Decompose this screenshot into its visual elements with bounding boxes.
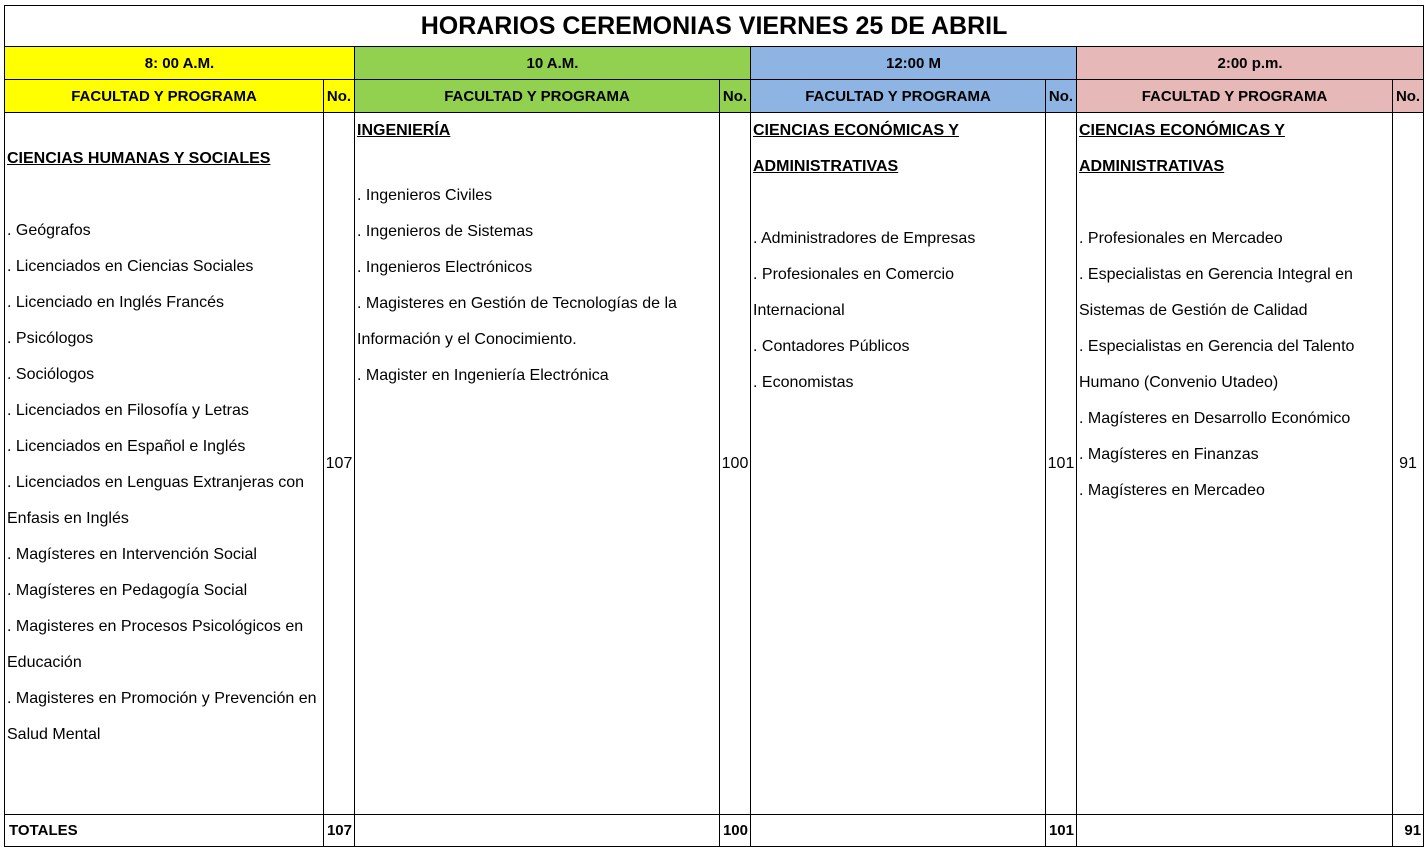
number-header: No. bbox=[324, 80, 355, 113]
time-header-2pm: 2:00 p.m. bbox=[1077, 47, 1424, 80]
program-item: . Sociólogos bbox=[7, 366, 95, 383]
graduate-count: 100 bbox=[720, 113, 751, 815]
program-item: . Magister en Ingeniería Electrónica bbox=[357, 367, 609, 384]
faculty-name: CIENCIAS ECONÓMICAS Y ADMINISTRATIVAS bbox=[1079, 122, 1285, 175]
program-item: . Ingenieros Electrónicos bbox=[357, 259, 533, 276]
program-header: FACULTAD Y PROGRAMA bbox=[1077, 80, 1393, 113]
totals-spacer bbox=[1077, 815, 1393, 847]
faculty-name: CIENCIAS HUMANAS Y SOCIALES bbox=[7, 150, 271, 167]
number-header: No. bbox=[1393, 80, 1424, 113]
program-list-12pm bbox=[751, 113, 1046, 815]
total-count: 100 bbox=[720, 815, 751, 847]
program-list-10am bbox=[355, 113, 720, 815]
program-list bbox=[1079, 221, 1390, 509]
totals-label: TOTALES bbox=[5, 815, 324, 847]
program-item: . Licenciados en Filosofía y Letras bbox=[7, 402, 249, 419]
graduate-count: 107 bbox=[324, 113, 355, 815]
program-item: . Ingenieros Civiles bbox=[357, 187, 493, 204]
program-item: . Psicólogos bbox=[7, 330, 94, 347]
program-item: . Licenciados en Ciencias Sociales bbox=[7, 258, 254, 275]
total-count: 101 bbox=[1046, 815, 1077, 847]
program-item: . Magísteres en Finanzas bbox=[1079, 446, 1259, 463]
program-item: . Magisteres en Procesos Psicológicos en Educación bbox=[7, 618, 304, 671]
program-item: . Licenciado en Inglés Francés bbox=[7, 294, 225, 311]
totals-spacer bbox=[751, 815, 1046, 847]
program-item: . Profesionales en Comercio Internacional bbox=[753, 266, 954, 319]
total-count: 107 bbox=[324, 815, 355, 847]
program-list bbox=[7, 213, 321, 753]
number-header: No. bbox=[1046, 80, 1077, 113]
program-item: . Profesionales en Mercadeo bbox=[1079, 230, 1283, 247]
total-count: 91 bbox=[1393, 815, 1424, 847]
graduate-count: 91 bbox=[1393, 113, 1424, 815]
program-list-2pm bbox=[1077, 113, 1393, 815]
program-item: . Geógrafos bbox=[7, 222, 91, 239]
page-title: HORARIOS CEREMONIAS VIERNES 25 DE ABRIL bbox=[5, 6, 1424, 47]
program-item: . Magísteres en Pedagogía Social bbox=[7, 582, 248, 599]
time-header-10am: 10 A.M. bbox=[355, 47, 751, 80]
program-header: FACULTAD Y PROGRAMA bbox=[355, 80, 720, 113]
schedule-table bbox=[4, 5, 1424, 847]
program-item: . Magísteres en Intervención Social bbox=[7, 546, 257, 563]
program-item: . Economistas bbox=[753, 374, 854, 391]
program-item: . Especialistas en Gerencia Integral en Sistemas de Gestión de Calidad bbox=[1079, 266, 1353, 319]
program-item: . Especialistas en Gerencia del Talento Humano (Convenio Utadeo) bbox=[1079, 338, 1355, 391]
faculty-name: INGENIERÍA bbox=[357, 122, 451, 139]
program-item: . Magisteres en Promoción y Prevención en Salud Mental bbox=[7, 690, 317, 743]
time-header-12pm: 12:00 M bbox=[751, 47, 1077, 80]
time-header-8am: 8: 00 A.M. bbox=[5, 47, 355, 80]
totals-spacer bbox=[355, 815, 720, 847]
program-header: FACULTAD Y PROGRAMA bbox=[5, 80, 324, 113]
program-item: . Magísteres en Mercadeo bbox=[1079, 482, 1265, 499]
number-header: No. bbox=[720, 80, 751, 113]
program-item: . Ingenieros de Sistemas bbox=[357, 223, 534, 240]
program-item: . Administradores de Empresas bbox=[753, 230, 976, 247]
program-item: . Licenciados en Español e Inglés bbox=[7, 438, 246, 455]
program-header: FACULTAD Y PROGRAMA bbox=[751, 80, 1046, 113]
graduate-count: 101 bbox=[1046, 113, 1077, 815]
program-item: . Magísteres en Desarrollo Económico bbox=[1079, 410, 1351, 427]
program-item: . Magisteres en Gestión de Tecnologías de la Información y el Conocimiento. bbox=[357, 295, 677, 348]
program-item: . Contadores Públicos bbox=[753, 338, 910, 355]
program-list bbox=[357, 178, 717, 394]
program-item: . Licenciados en Lenguas Extranjeras con Enfasis en Inglés bbox=[7, 474, 305, 527]
faculty-name: CIENCIAS ECONÓMICAS Y ADMINISTRATIVAS bbox=[753, 122, 959, 175]
program-list-8am bbox=[5, 113, 324, 815]
program-list bbox=[753, 221, 1043, 401]
